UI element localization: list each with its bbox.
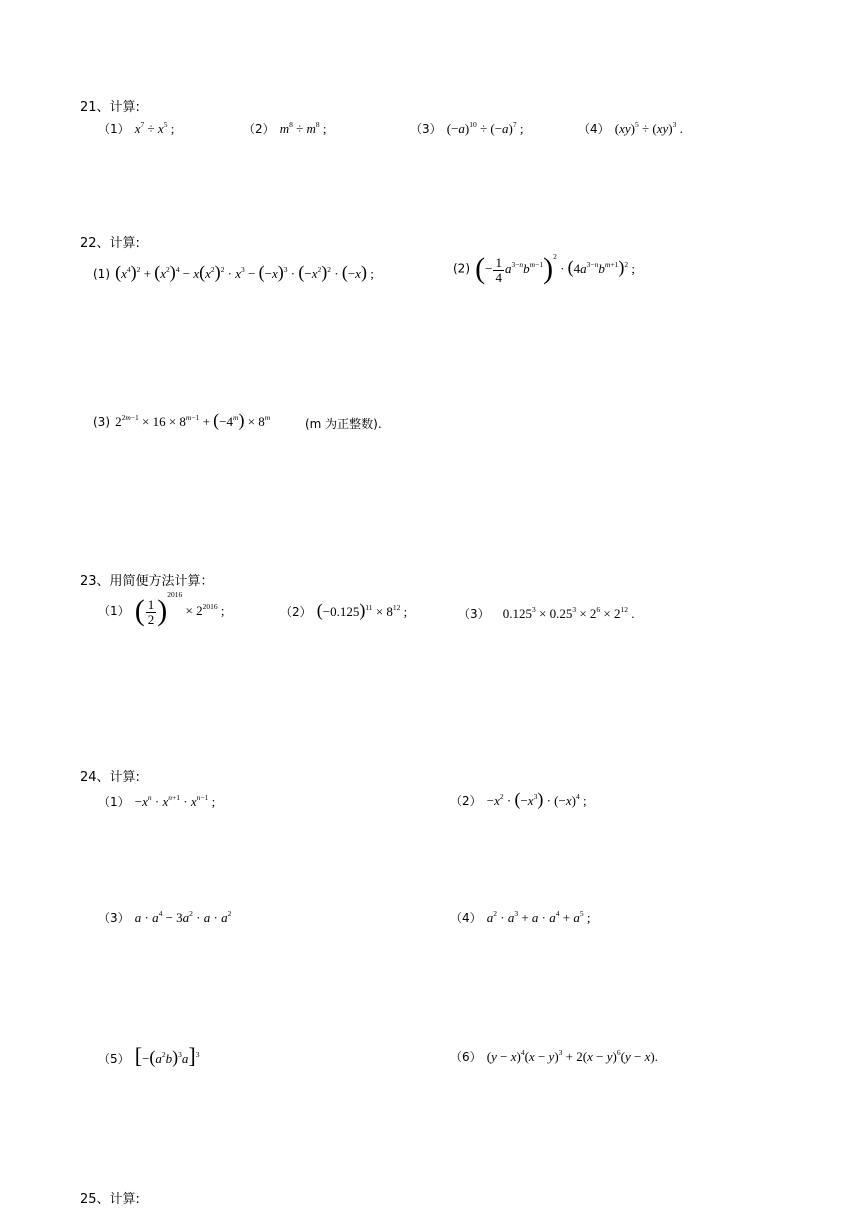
item-label: （1） xyxy=(98,795,130,809)
q21-item-1 xyxy=(98,118,174,137)
q24-item-2 xyxy=(450,789,587,810)
item-label: （4） xyxy=(578,122,610,136)
item-label: （6） xyxy=(450,1050,482,1064)
item-label: （1） xyxy=(98,604,130,618)
expression: $(-a)^{10} \div (-a)^7$ ; xyxy=(446,120,524,136)
expression: $(x^4)^2 + (x^2)^4 - x(x^2)^2 \cdot x^3 - (-x)^3 \cdot (-x^2)^2 \cdot (-x)$ ; xyxy=(115,262,374,282)
q22-item-2 xyxy=(453,252,635,285)
expression: $-x^n \cdot x^{n+1} \cdot x^{n-1}$ ; xyxy=(134,793,216,809)
expression: $a \cdot a^4 - 3a^2 \cdot a \cdot a^2$ xyxy=(134,909,232,925)
q22-item-3-note: (m 为正整数). xyxy=(305,417,382,431)
item-label: (3) xyxy=(93,415,110,429)
item-label: （2） xyxy=(280,605,312,619)
q21-item-3 xyxy=(410,118,524,137)
q22-item-1 xyxy=(93,262,374,283)
q24-item-5 xyxy=(98,1043,199,1069)
q24-item-1 xyxy=(98,791,215,810)
expression: $a^2 \cdot a^3 + a \cdot a^4 + a^5$ ; xyxy=(486,909,591,925)
q24-item-6 xyxy=(450,1046,658,1065)
expression: $m^8 \div m^8$ ; xyxy=(279,120,327,136)
expression: (− $\frac{1}{4}$ $a^{3-n}b^{m-1})^2 \cdot (4a^{3-n}b^{m+1})^2$ ; xyxy=(475,252,635,285)
q23-item-1 xyxy=(98,590,224,627)
q22-item-3 xyxy=(93,410,270,431)
expression: $0.125^3 \times 0.25^3 \times 2^6 \times 2^{12}$ . xyxy=(502,605,635,621)
item-label: （3） xyxy=(458,607,490,621)
item-label: （2） xyxy=(450,794,482,808)
question-24-title: 24、计算: xyxy=(80,770,140,785)
q23-item-2 xyxy=(280,600,407,621)
question-21-title: 21、计算: xyxy=(80,100,140,115)
item-label: （3） xyxy=(98,911,130,925)
expression: $x^7 \div x^5$ ; xyxy=(134,120,175,136)
q24-item-3 xyxy=(98,907,231,926)
expression: (xy)$^5$ ÷ (xy)$^3$ . xyxy=(614,120,683,136)
question-22-title: 22、计算: xyxy=(80,236,140,251)
item-label: (1) xyxy=(93,267,110,281)
expression: ( $\frac{1}{2}$ )$^{2016} \times 2^{2016}$ ; xyxy=(134,590,225,627)
item-label: (2) xyxy=(453,261,470,276)
question-25-title: 25、计算: xyxy=(80,1192,140,1207)
item-label: （3） xyxy=(410,122,442,136)
item-label: （1） xyxy=(98,122,130,136)
item-label: （4） xyxy=(450,911,482,925)
q21-item-4 xyxy=(578,118,683,137)
expression: $(-0.125)^{11} \times 8^{12}$ ; xyxy=(316,600,408,620)
expression: $-x^2 \cdot (-x^3) \cdot (-x)^4$ ; xyxy=(486,789,587,809)
expression: $2^{2m-1} \times 16 \times 8^{m-1} + (-4^m) \times 8^m$ xyxy=(115,410,271,430)
expression: $[-(a^2b)^3a]^3$ xyxy=(134,1043,200,1068)
item-label: （2） xyxy=(243,122,275,136)
q23-item-3 xyxy=(458,603,635,622)
expression: $(y - x)^4(x - y)^3 + 2(x - y)^6(y - x)$. xyxy=(486,1048,658,1064)
item-label: （5） xyxy=(98,1052,130,1066)
q24-item-4 xyxy=(450,907,590,926)
question-23-title: 23、用简便方法计算： xyxy=(80,574,214,589)
q21-item-2 xyxy=(243,118,327,137)
